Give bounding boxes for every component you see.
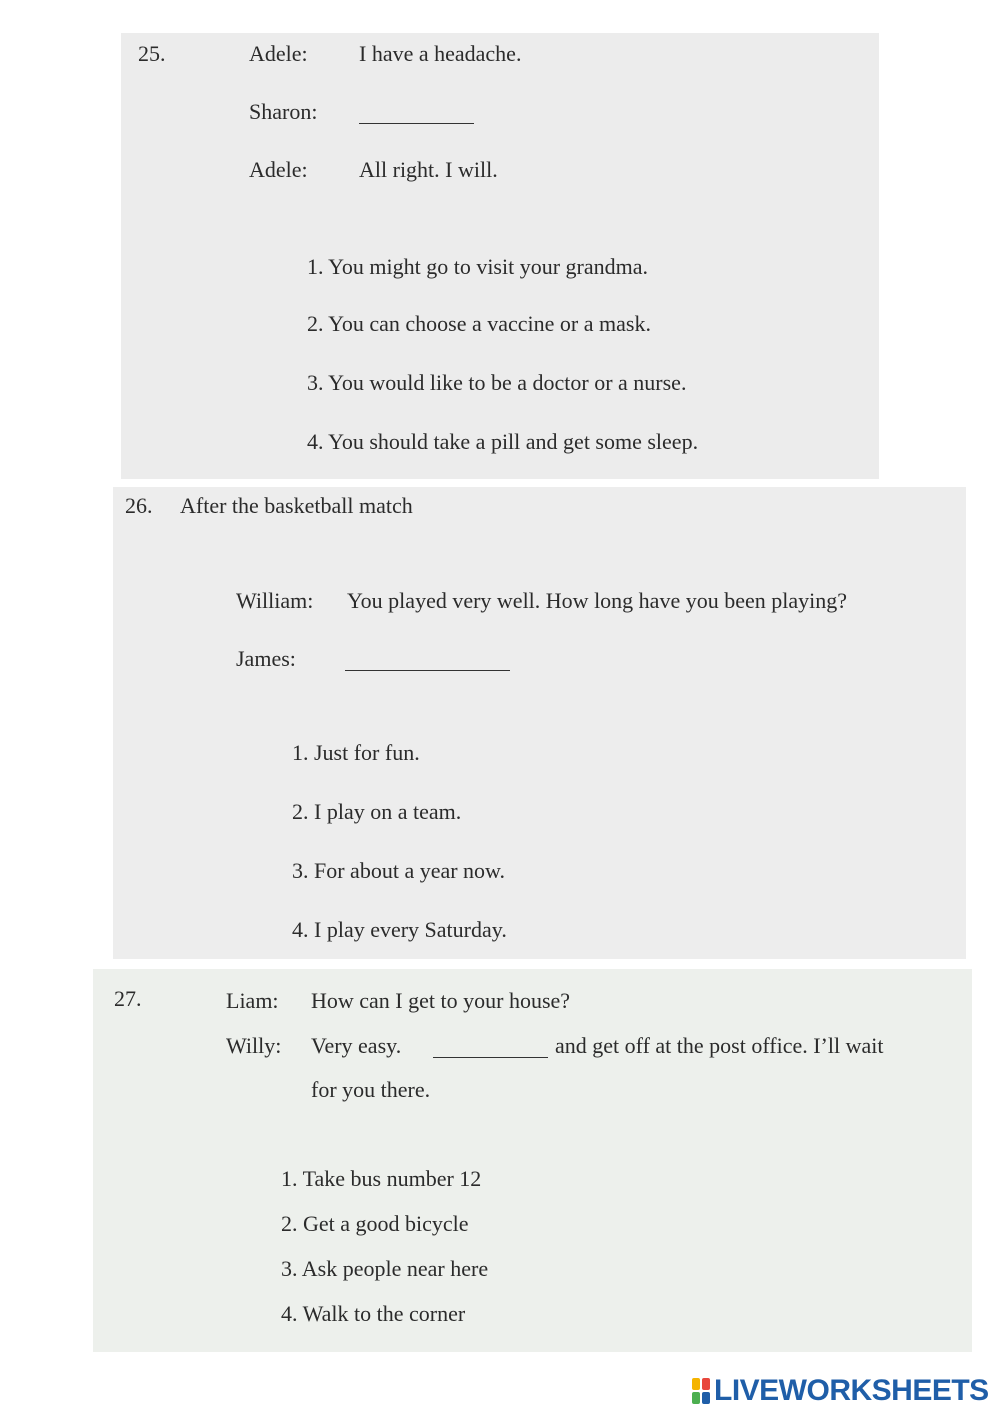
question-number: 27. [114,986,142,1011]
question-27-panel [93,969,972,1352]
answer-blank[interactable] [433,1057,548,1058]
speaker-label: Liam: [226,988,279,1013]
answer-option-3[interactable]: 3. Ask people near here [281,1256,489,1281]
speaker-label: Adele: [249,157,308,182]
dialogue-line: How can I get to your house? [311,988,571,1013]
answer-option-1[interactable]: 1. Just for fun. [292,740,420,765]
logo-icon [692,1378,710,1404]
dialogue-line: and get off at the post office. I’ll wait [555,1033,884,1058]
answer-option-4[interactable]: 4. You should take a pill and get some sleep. [307,429,699,454]
answer-blank[interactable] [359,123,474,124]
answer-option-2[interactable]: 2. You can choose a vaccine or a mask. [307,311,651,336]
answer-option-2[interactable]: 2. Get a good bicycle [281,1211,469,1236]
answer-option-3[interactable]: 3. For about a year now. [292,858,506,883]
speaker-label: James: [236,646,296,671]
speaker-label: Sharon: [249,99,318,124]
answer-blank[interactable] [345,670,510,671]
dialogue-line: You played very well. How long have you been playing? [347,588,847,613]
question-number: 25. [138,41,166,66]
dialogue-line: I have a headache. [359,41,522,66]
question-title: After the basketball match [180,493,413,518]
speaker-label: William: [236,588,314,613]
question-25-panel [121,33,879,479]
dialogue-line: for you there. [311,1077,431,1102]
speaker-label: Willy: [226,1033,282,1058]
dialogue-line: Very easy. [311,1033,402,1058]
answer-option-1[interactable]: 1. Take bus number 12 [281,1166,482,1191]
dialogue-line: All right. I will. [359,157,498,182]
speaker-label: Adele: [249,41,308,66]
answer-option-3[interactable]: 3. You would like to be a doctor or a nurse. [307,370,687,395]
question-26-panel [113,487,966,959]
logo-text: LIVEWORKSHEETS [714,1374,989,1407]
liveworksheets-logo [692,1374,989,1408]
answer-option-4[interactable]: 4. Walk to the corner [281,1301,466,1326]
question-number: 26. [125,493,153,518]
answer-option-2[interactable]: 2. I play on a team. [292,799,462,824]
answer-option-1[interactable]: 1. You might go to visit your grandma. [307,254,649,279]
answer-option-4[interactable]: 4. I play every Saturday. [292,917,507,942]
